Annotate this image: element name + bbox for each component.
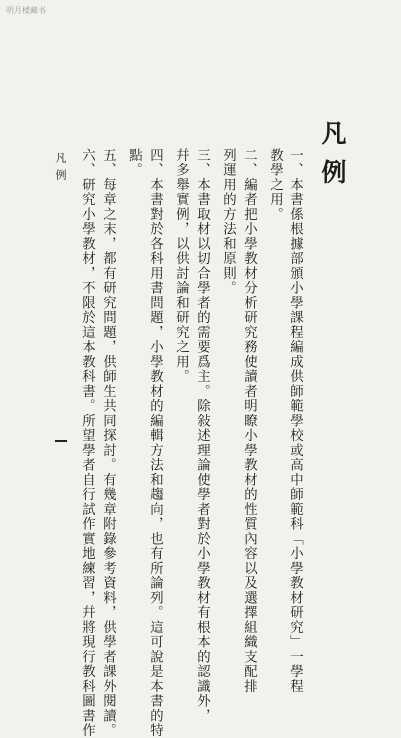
text-column-10: 六、研究小學教材，不限於這本教科書。所望學者自行試作實地練習，幷將現行教科圖書作 — [79, 148, 95, 738]
text-column-1: 一、本書係根據部頒小學課程編成供師範學校或高中師範科「小學教材研究」一學程 — [287, 148, 303, 694]
page-number — [55, 440, 67, 442]
text-column-3: 二、編者把小學教材分析研究務使讀者明瞭小學教材的性質內容以及選擇組織支配排 — [241, 148, 257, 694]
library-watermark: 明月楼藏书 — [6, 6, 46, 15]
text-column-6: 幷多舉實例，以供討論和研究之用。 — [173, 148, 189, 384]
text-column-2: 教學之用。 — [267, 148, 283, 222]
running-header: 凡例 — [54, 152, 67, 186]
text-column-4: 列運用的方法和原則。 — [220, 148, 236, 296]
page-title: 凡例 — [318, 120, 347, 198]
page-number-text — [55, 440, 56, 441]
text-column-8: 點。 — [126, 148, 142, 178]
text-column-9: 五、每章之末，都有研究問題，供師生共同探討。有幾章附錄參考資料，供學者課外閱讀。 — [100, 148, 116, 738]
text-column-5: 三、本書取材以切合學者的需要爲主。除敍述理論使學者對於小學教材有根本的認識外， — [194, 148, 210, 724]
text-column-7: 四、本書對於各科用書問題，小學教材的編輯方法和趨向，也有所論列。這可說是本書的特 — [147, 148, 163, 738]
